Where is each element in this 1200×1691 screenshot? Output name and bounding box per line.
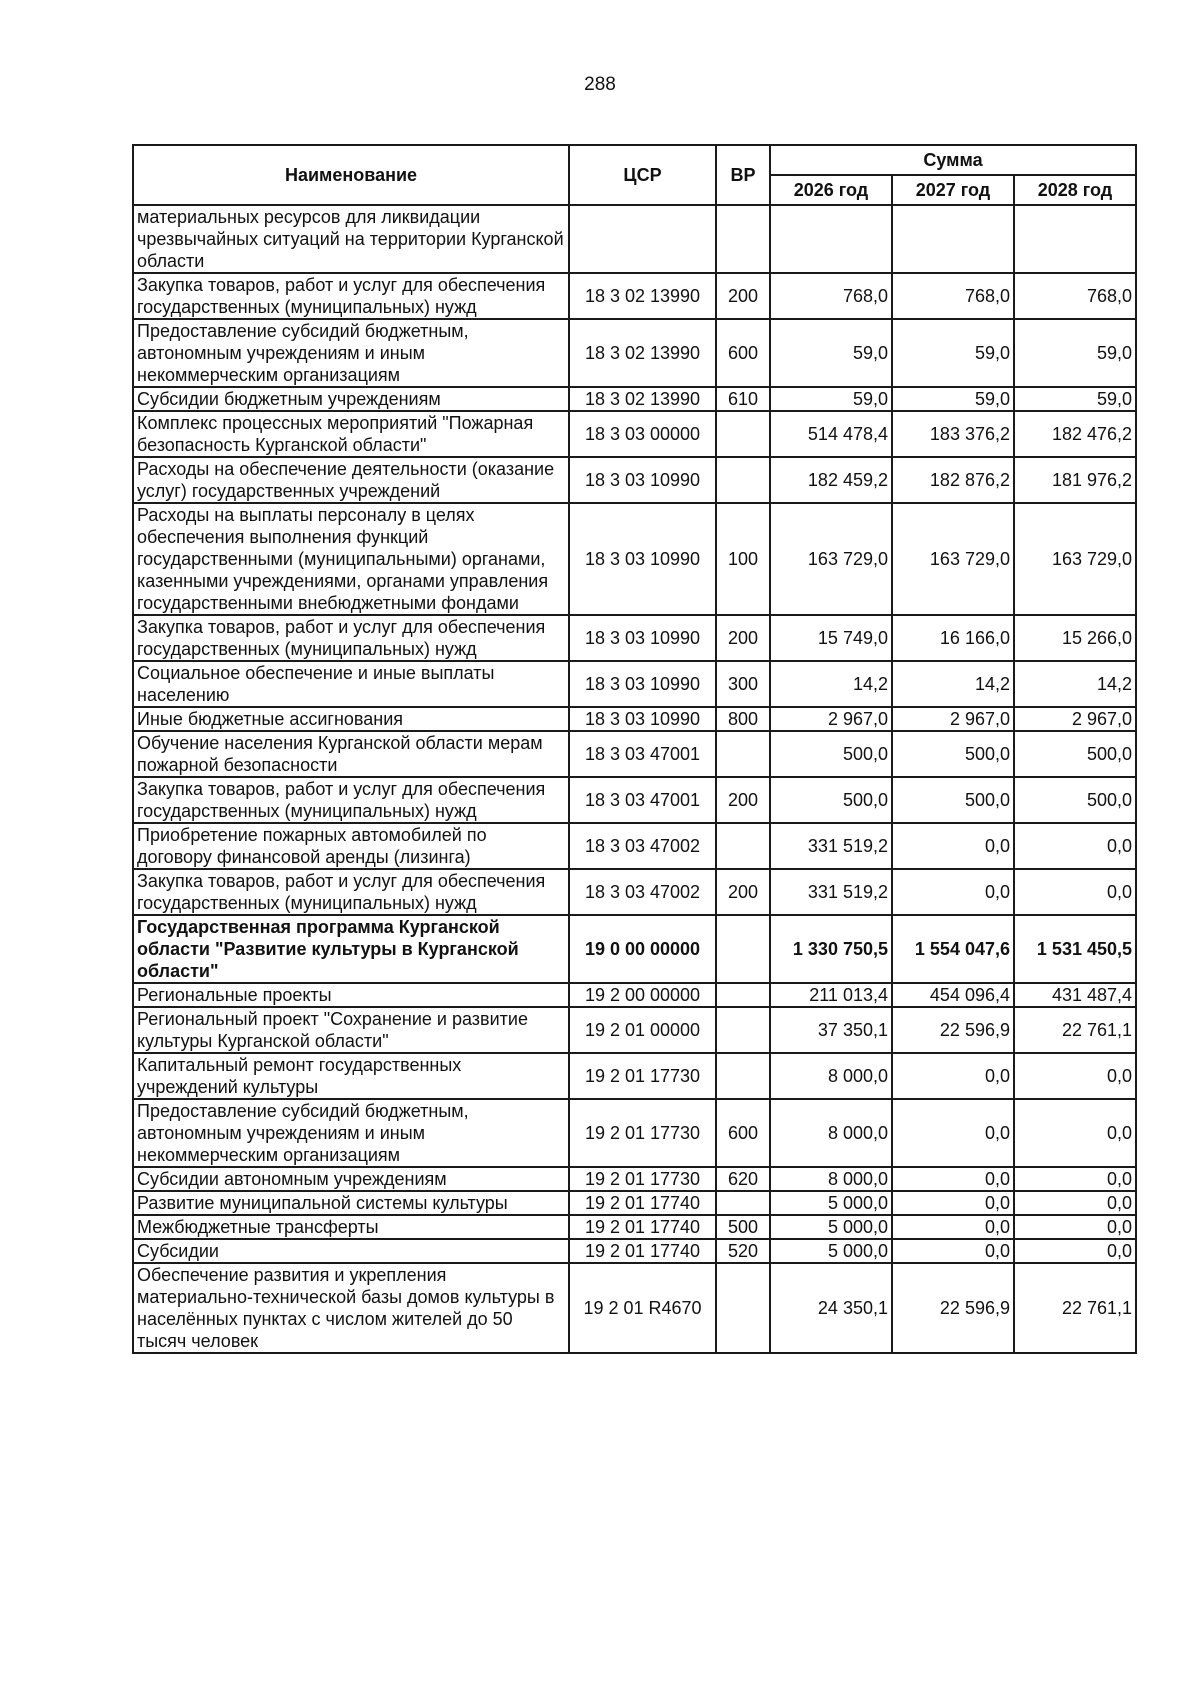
- table-row: [133, 205, 1136, 273]
- header-vr: ВР: [716, 145, 770, 205]
- cell-vr: 520: [716, 1239, 770, 1263]
- cell-name: Расходы на обеспечение деятельности (оказание услуг) государственных учреждений: [133, 457, 569, 503]
- cell-vr: 500: [716, 1215, 770, 1239]
- cell-name: Расходы на выплаты персоналу в целях обеспечения выполнения функций государственными (муниципальными) органами, казенными учреждениями, органами управления государственными внебюджетными фондами: [133, 503, 569, 615]
- cell-2027: 59,0: [892, 387, 1014, 411]
- table-row: [133, 1191, 1136, 1215]
- table-row: [133, 273, 1136, 319]
- cell-csr: [569, 205, 716, 273]
- cell-vr: [716, 205, 770, 273]
- cell-2026: 5 000,0: [770, 1191, 892, 1215]
- cell-2027: 0,0: [892, 1239, 1014, 1263]
- cell-name: Субсидии бюджетным учреждениям: [133, 387, 569, 411]
- cell-name: Закупка товаров, работ и услуг для обеспечения государственных (муниципальных) нужд: [133, 777, 569, 823]
- cell-vr: 200: [716, 615, 770, 661]
- cell-2026: 500,0: [770, 777, 892, 823]
- cell-csr: 19 2 01 17730: [569, 1053, 716, 1099]
- cell-2028: 1 531 450,5: [1014, 915, 1136, 983]
- cell-csr: 18 3 03 10990: [569, 457, 716, 503]
- cell-csr: 18 3 02 13990: [569, 273, 716, 319]
- cell-vr: 200: [716, 273, 770, 319]
- cell-2026: 182 459,2: [770, 457, 892, 503]
- cell-2027: 182 876,2: [892, 457, 1014, 503]
- cell-2028: 22 761,1: [1014, 1007, 1136, 1053]
- cell-csr: 19 2 00 00000: [569, 983, 716, 1007]
- cell-csr: 18 3 02 13990: [569, 387, 716, 411]
- cell-2028: 500,0: [1014, 731, 1136, 777]
- cell-2028: 0,0: [1014, 1239, 1136, 1263]
- cell-name: Закупка товаров, работ и услуг для обеспечения государственных (муниципальных) нужд: [133, 273, 569, 319]
- cell-2026: 514 478,4: [770, 411, 892, 457]
- cell-2027: 2 967,0: [892, 707, 1014, 731]
- header-csr: ЦСР: [569, 145, 716, 205]
- cell-vr: [716, 1007, 770, 1053]
- cell-2026: 163 729,0: [770, 503, 892, 615]
- cell-2027: 0,0: [892, 1099, 1014, 1167]
- cell-csr: 18 3 03 10990: [569, 503, 716, 615]
- cell-csr: 18 3 03 47001: [569, 777, 716, 823]
- cell-csr: 19 0 00 00000: [569, 915, 716, 983]
- cell-name: Социальное обеспечение и иные выплаты населению: [133, 661, 569, 707]
- cell-name: материальных ресурсов для ликвидации чрезвычайных ситуаций на территории Курганской области: [133, 205, 569, 273]
- cell-2027: 1 554 047,6: [892, 915, 1014, 983]
- cell-name: Капитальный ремонт государственных учреждений культуры: [133, 1053, 569, 1099]
- cell-2028: 0,0: [1014, 1215, 1136, 1239]
- cell-csr: 18 3 02 13990: [569, 319, 716, 387]
- cell-name: Предоставление субсидий бюджетным, автономным учреждениям и иным некоммерческим организациям: [133, 319, 569, 387]
- cell-2026: 8 000,0: [770, 1099, 892, 1167]
- table-row: [133, 1239, 1136, 1263]
- cell-2027: 454 096,4: [892, 983, 1014, 1007]
- cell-vr: [716, 983, 770, 1007]
- cell-vr: [716, 915, 770, 983]
- cell-vr: 100: [716, 503, 770, 615]
- cell-2027: 183 376,2: [892, 411, 1014, 457]
- cell-name: Субсидии автономным учреждениям: [133, 1167, 569, 1191]
- cell-vr: 620: [716, 1167, 770, 1191]
- cell-csr: 19 2 01 17740: [569, 1191, 716, 1215]
- cell-csr: 19 2 01 R4670: [569, 1263, 716, 1353]
- table-row: [133, 915, 1136, 983]
- cell-2028: 59,0: [1014, 319, 1136, 387]
- cell-2027: 0,0: [892, 1215, 1014, 1239]
- cell-2028: 0,0: [1014, 823, 1136, 869]
- cell-vr: 610: [716, 387, 770, 411]
- cell-vr: [716, 1263, 770, 1353]
- table-row: [133, 661, 1136, 707]
- cell-vr: 600: [716, 1099, 770, 1167]
- cell-name: Закупка товаров, работ и услуг для обеспечения государственных (муниципальных) нужд: [133, 615, 569, 661]
- cell-name: Региональный проект "Сохранение и развитие культуры Курганской области": [133, 1007, 569, 1053]
- cell-2026: 24 350,1: [770, 1263, 892, 1353]
- cell-2027: 16 166,0: [892, 615, 1014, 661]
- cell-2028: 163 729,0: [1014, 503, 1136, 615]
- cell-2026: 331 519,2: [770, 869, 892, 915]
- table-row: [133, 1053, 1136, 1099]
- cell-2028: 59,0: [1014, 387, 1136, 411]
- cell-vr: 800: [716, 707, 770, 731]
- cell-csr: 18 3 03 10990: [569, 707, 716, 731]
- cell-vr: [716, 823, 770, 869]
- cell-2026: 5 000,0: [770, 1215, 892, 1239]
- cell-csr: 18 3 03 00000: [569, 411, 716, 457]
- cell-2026: 331 519,2: [770, 823, 892, 869]
- cell-name: Предоставление субсидий бюджетным, автономным учреждениям и иным некоммерческим организациям: [133, 1099, 569, 1167]
- cell-2028: 0,0: [1014, 1191, 1136, 1215]
- cell-2026: 14,2: [770, 661, 892, 707]
- cell-name: Комплекс процессных мероприятий "Пожарная безопасность Курганской области": [133, 411, 569, 457]
- cell-name: Иные бюджетные ассигнования: [133, 707, 569, 731]
- cell-2027: 500,0: [892, 777, 1014, 823]
- header-year-2026: 2026 год: [770, 175, 892, 205]
- table-row: [133, 777, 1136, 823]
- cell-2026: 37 350,1: [770, 1007, 892, 1053]
- cell-2028: 182 476,2: [1014, 411, 1136, 457]
- table-row: [133, 503, 1136, 615]
- cell-2027: 0,0: [892, 823, 1014, 869]
- cell-2027: 0,0: [892, 1191, 1014, 1215]
- cell-name: Региональные проекты: [133, 983, 569, 1007]
- cell-2026: 1 330 750,5: [770, 915, 892, 983]
- cell-2028: 0,0: [1014, 1053, 1136, 1099]
- cell-2026: 8 000,0: [770, 1167, 892, 1191]
- table-row: [133, 457, 1136, 503]
- cell-vr: 200: [716, 869, 770, 915]
- cell-2027: 0,0: [892, 1053, 1014, 1099]
- table-row: [133, 731, 1136, 777]
- cell-2026: 59,0: [770, 319, 892, 387]
- cell-name: Обучение населения Курганской области мерам пожарной безопасности: [133, 731, 569, 777]
- table-row: [133, 615, 1136, 661]
- cell-name: Закупка товаров, работ и услуг для обеспечения государственных (муниципальных) нужд: [133, 869, 569, 915]
- header-sum: Сумма: [770, 145, 1136, 175]
- cell-2027: 22 596,9: [892, 1263, 1014, 1353]
- cell-2027: 768,0: [892, 273, 1014, 319]
- cell-2027: 59,0: [892, 319, 1014, 387]
- table-row: [133, 869, 1136, 915]
- cell-name: Государственная программа Курганской области "Развитие культуры в Курганской области": [133, 915, 569, 983]
- cell-2028: [1014, 205, 1136, 273]
- table-body: [133, 205, 1136, 1353]
- budget-table: [132, 144, 1137, 1354]
- cell-csr: 18 3 03 10990: [569, 615, 716, 661]
- cell-2028: 768,0: [1014, 273, 1136, 319]
- cell-2028: 500,0: [1014, 777, 1136, 823]
- cell-csr: 18 3 03 47002: [569, 869, 716, 915]
- header-year-2028: 2028 год: [1014, 175, 1136, 205]
- cell-2027: 22 596,9: [892, 1007, 1014, 1053]
- cell-2028: 15 266,0: [1014, 615, 1136, 661]
- cell-2026: 2 967,0: [770, 707, 892, 731]
- cell-2026: 5 000,0: [770, 1239, 892, 1263]
- cell-csr: 19 2 01 17730: [569, 1099, 716, 1167]
- cell-name: Обеспечение развития и укрепления материально-технической базы домов культуры в населённых пунктах с числом жителей до 50 тысяч человек: [133, 1263, 569, 1353]
- cell-2028: 0,0: [1014, 1099, 1136, 1167]
- cell-vr: 200: [716, 777, 770, 823]
- table-row: [133, 1167, 1136, 1191]
- cell-vr: [716, 731, 770, 777]
- cell-2028: 0,0: [1014, 1167, 1136, 1191]
- cell-2026: [770, 205, 892, 273]
- cell-vr: 600: [716, 319, 770, 387]
- cell-2028: 431 487,4: [1014, 983, 1136, 1007]
- cell-2026: 500,0: [770, 731, 892, 777]
- cell-2028: 22 761,1: [1014, 1263, 1136, 1353]
- cell-name: Межбюджетные трансферты: [133, 1215, 569, 1239]
- cell-vr: [716, 457, 770, 503]
- cell-csr: 18 3 03 10990: [569, 661, 716, 707]
- table-row: [133, 319, 1136, 387]
- cell-vr: 300: [716, 661, 770, 707]
- cell-2026: 8 000,0: [770, 1053, 892, 1099]
- cell-name: Приобретение пожарных автомобилей по договору финансовой аренды (лизинга): [133, 823, 569, 869]
- table-row: [133, 387, 1136, 411]
- header-name: Наименование: [133, 145, 569, 205]
- cell-csr: 19 2 01 00000: [569, 1007, 716, 1053]
- cell-2027: 0,0: [892, 869, 1014, 915]
- cell-2027: 500,0: [892, 731, 1014, 777]
- cell-2027: 0,0: [892, 1167, 1014, 1191]
- table-row: [133, 983, 1136, 1007]
- cell-name: Развитие муниципальной системы культуры: [133, 1191, 569, 1215]
- table-header: [133, 145, 1136, 205]
- table-row: [133, 823, 1136, 869]
- cell-name: Субсидии: [133, 1239, 569, 1263]
- table-row: [133, 1007, 1136, 1053]
- cell-vr: [716, 1191, 770, 1215]
- cell-2027: [892, 205, 1014, 273]
- table-row: [133, 707, 1136, 731]
- cell-csr: 18 3 03 47002: [569, 823, 716, 869]
- cell-csr: 19 2 01 17740: [569, 1239, 716, 1263]
- table-row: [133, 411, 1136, 457]
- cell-vr: [716, 1053, 770, 1099]
- page-number: 288: [584, 74, 616, 95]
- cell-2026: 59,0: [770, 387, 892, 411]
- cell-csr: 19 2 01 17730: [569, 1167, 716, 1191]
- cell-2026: 211 013,4: [770, 983, 892, 1007]
- cell-2027: 14,2: [892, 661, 1014, 707]
- cell-csr: 19 2 01 17740: [569, 1215, 716, 1239]
- header-year-2027: 2027 год: [892, 175, 1014, 205]
- cell-2028: 14,2: [1014, 661, 1136, 707]
- cell-2028: 0,0: [1014, 869, 1136, 915]
- cell-csr: 18 3 03 47001: [569, 731, 716, 777]
- cell-2028: 2 967,0: [1014, 707, 1136, 731]
- cell-2026: 15 749,0: [770, 615, 892, 661]
- table-row: [133, 1099, 1136, 1167]
- cell-2026: 768,0: [770, 273, 892, 319]
- table-row: [133, 1215, 1136, 1239]
- table-row: [133, 1263, 1136, 1353]
- cell-2028: 181 976,2: [1014, 457, 1136, 503]
- cell-2027: 163 729,0: [892, 503, 1014, 615]
- cell-vr: [716, 411, 770, 457]
